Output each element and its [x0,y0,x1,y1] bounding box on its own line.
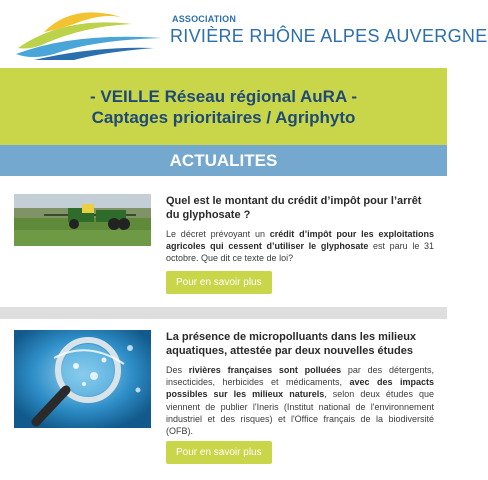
article-summary-bold: avec des impacts possibles sur les milieux naturels [166,377,435,400]
article-summary-text: , selon deux études que viennent de publier l'Ineris (Institut national de l'environnement industriel et des risques) et l'Office français de la biodiversité (OFB). [166,389,435,437]
association-label: ASSOCIATION [172,14,237,24]
section-title: ACTUALITES [169,151,278,170]
read-more-button[interactable]: Pour en savoir plus [166,271,272,294]
news-article [0,319,447,480]
article-title[interactable]: Quel est le montant du crédit d’impôt pour l’arrêt du glyphosate ? [166,195,422,221]
organization-name: RIVIÈRE RHÔNE ALPES AUVERGNE [170,26,488,46]
article-summary-text: Des [166,365,189,375]
read-more-button[interactable]: Pour en savoir plus [166,441,272,464]
article-divider [0,307,447,319]
article-summary-bold: crédit d’impôt pour les exploitations agricoles qui cessent d’utiliser le glyphosate [166,229,434,252]
article-image-magnifier [14,330,151,428]
news-article [0,176,447,307]
article-summary-bold: rivières françaises sont polluées [188,365,342,375]
header [0,0,488,68]
article-summary-text: par des détergents, insecticides, herbicides et médicaments, [166,365,434,388]
banner-title-line2: Captages prioritaires / Agriphyto [91,108,356,127]
article-summary-text: est paru le 31 octobre. Que dit ce texte de loi? [166,241,434,264]
association-logo-icon [14,4,164,62]
article-summary [166,364,434,437]
article-summary [166,228,434,265]
section-header [0,145,447,176]
article-image-tractor [14,194,151,246]
banner-title-line1: - VEILLE Réseau régional AuRA - [89,87,357,106]
article-summary-text: Le décret prévoyant un [166,229,270,239]
article-title[interactable]: La présence de micropolluants dans les milieux aquatiques, attestée par deux nouvelles études [166,331,417,357]
title-banner [0,68,447,145]
